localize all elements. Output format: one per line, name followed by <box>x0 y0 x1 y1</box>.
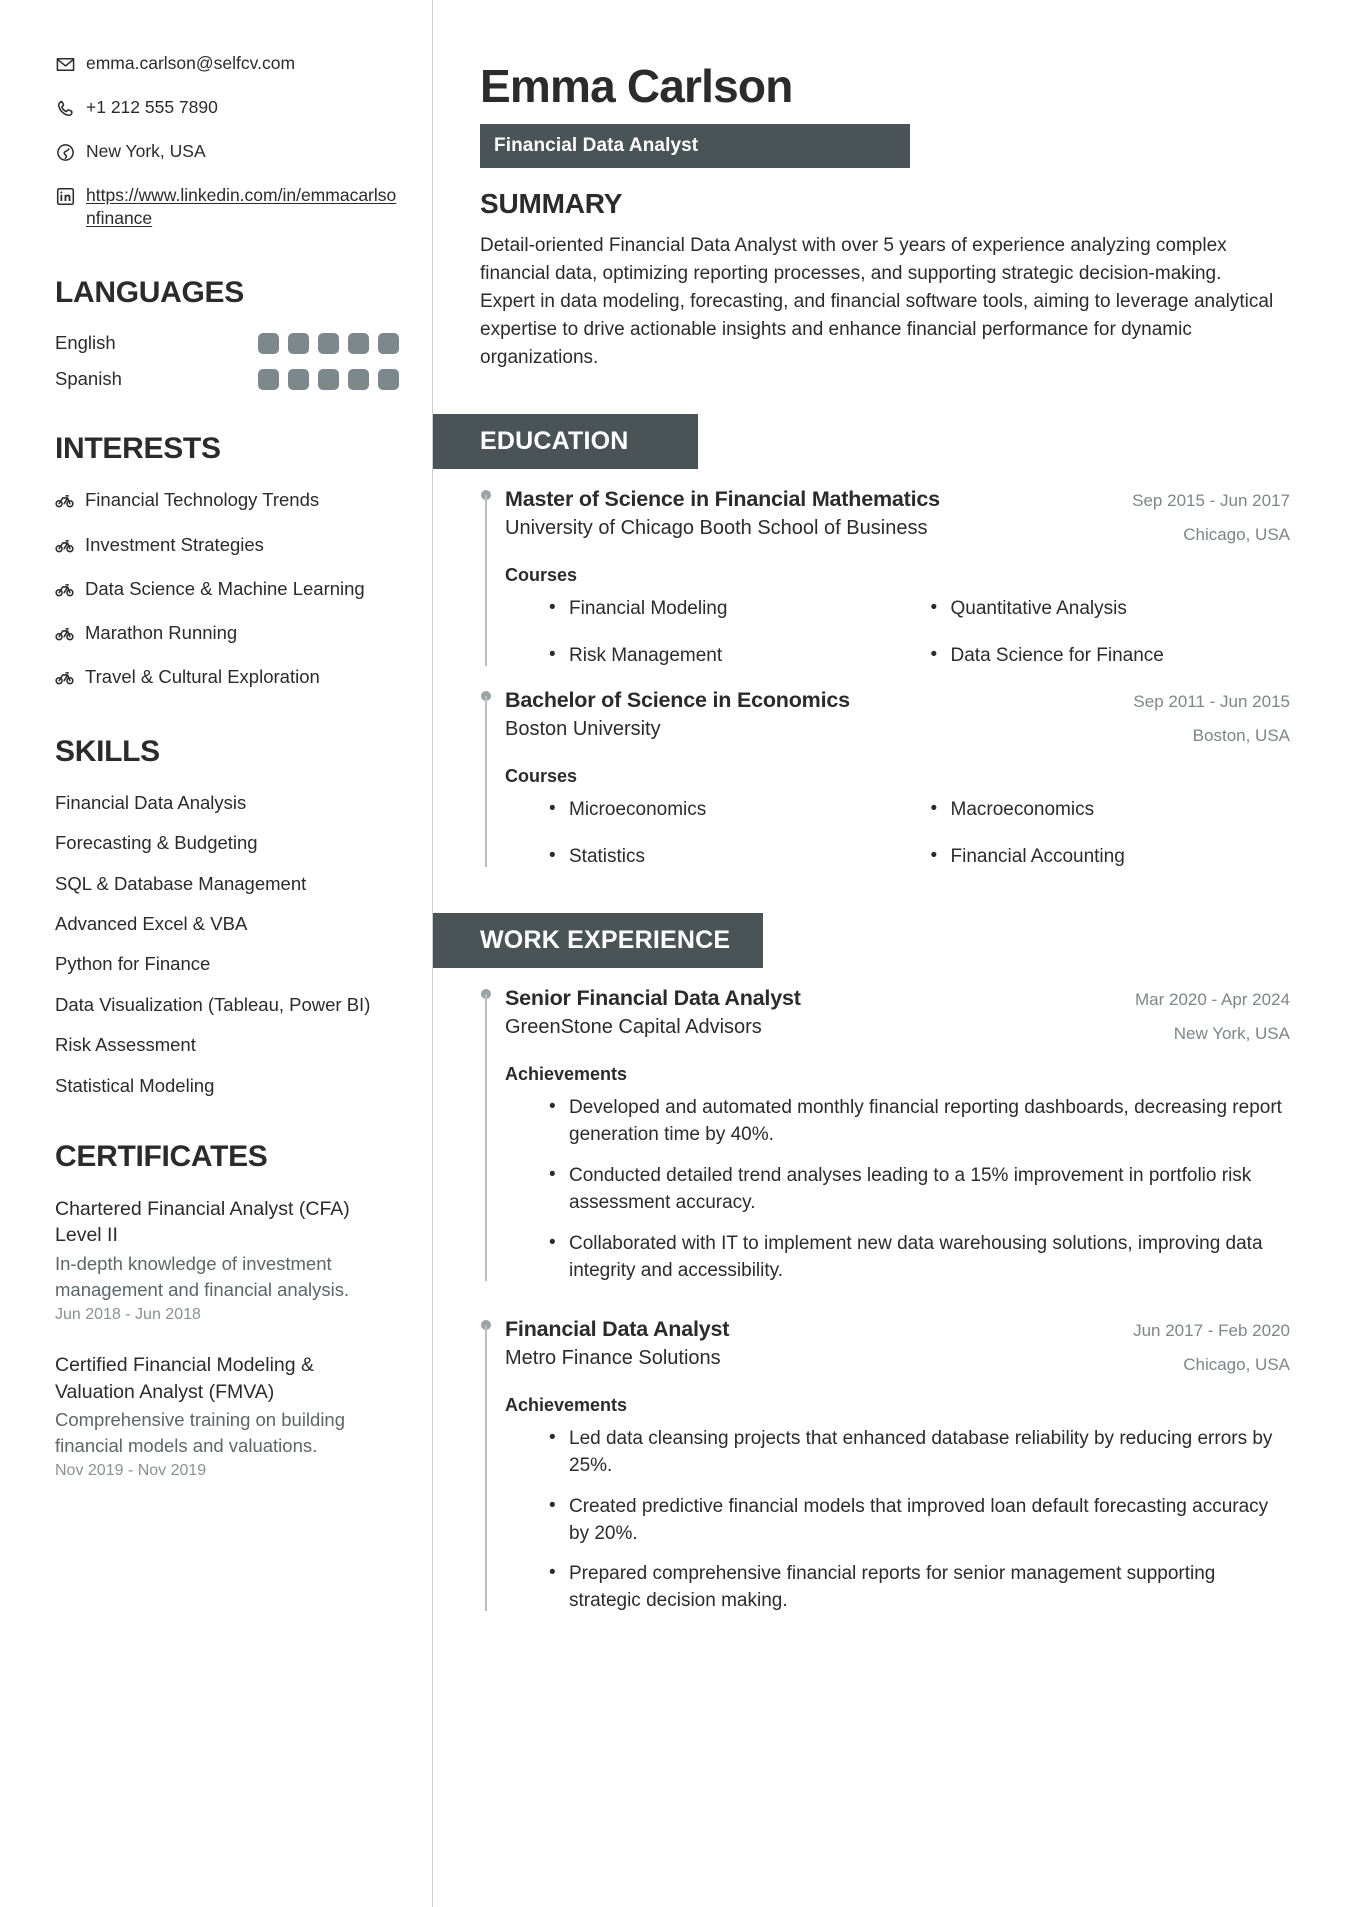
course-item: • Statistics <box>549 844 909 871</box>
interest-label: Financial Technology Trends <box>85 489 320 511</box>
achievement-item: • Developed and automated monthly financial reporting dashboards, decreasing report generation time by 40%. <box>549 1095 1290 1149</box>
languages-heading: LANGUAGES <box>55 276 244 310</box>
bicycle-icon <box>55 580 75 605</box>
achievement-item: • Created predictive financial models that improved loan default forecasting accuracy by 20%. <box>549 1494 1290 1548</box>
timeline-line <box>485 1325 487 1612</box>
education-entries <box>480 469 1290 871</box>
education-banner: EDUCATION <box>433 414 698 469</box>
school-name: University of Chicago Booth School of Business <box>505 516 928 539</box>
certificates-list <box>55 1196 399 1480</box>
certificate-date: Nov 2019 - Nov 2019 <box>55 1462 207 1480</box>
certificate-item <box>55 1352 399 1480</box>
bicycle-icon <box>55 536 75 561</box>
course-item: • Risk Management <box>549 643 909 670</box>
skill-item: Statistical Modeling <box>55 1074 215 1096</box>
interest-label: Investment Strategies <box>85 533 264 555</box>
degree-title: Bachelor of Science in Economics <box>505 687 850 712</box>
rating-square <box>318 369 339 390</box>
certificate-name: Certified Financial Modeling & Valuation Analyst (FMVA) <box>55 1354 315 1403</box>
interests-list <box>55 488 399 692</box>
course-item: • Financial Accounting <box>931 844 1291 871</box>
globe-icon <box>55 142 75 162</box>
work-location: New York, USA <box>1173 1023 1290 1043</box>
timeline-line <box>485 495 487 666</box>
education-date: Sep 2015 - Jun 2017 <box>1132 490 1290 510</box>
rating-square <box>258 369 279 390</box>
skill-item: Advanced Excel & VBA <box>55 912 248 934</box>
certificate-description: Comprehensive training on building financial models and valuations. <box>55 1409 346 1456</box>
work-date: Mar 2020 - Apr 2024 <box>1135 989 1290 1009</box>
achievements-label: Achievements <box>505 1394 628 1415</box>
skill-item: Python for Finance <box>55 953 211 975</box>
language-name: English <box>55 332 116 354</box>
courses-list <box>505 797 1290 871</box>
certificate-date: Jun 2018 - Jun 2018 <box>55 1306 201 1324</box>
phone-icon <box>55 98 75 118</box>
work-entries <box>480 968 1290 1616</box>
contact-item <box>55 96 399 119</box>
achievement-item: • Collaborated with IT to implement new data warehousing solutions, improving data integrity and accessibility. <box>549 1231 1290 1285</box>
summary-heading: SUMMARY <box>480 188 623 220</box>
interest-label: Marathon Running <box>85 621 238 643</box>
school-name: Boston University <box>505 717 661 740</box>
education-entry <box>480 670 1290 871</box>
interest-label: Data Science & Machine Learning <box>85 577 365 599</box>
bicycle-icon <box>55 668 75 693</box>
skill-item: Forecasting & Budgeting <box>55 832 258 854</box>
interest-item <box>55 621 399 649</box>
contact-text: https://www.linkedin.com/in/emmacarlsonfinance <box>86 185 397 229</box>
courses-label: Courses <box>505 564 578 585</box>
languages-section <box>55 276 399 390</box>
certificate-description: In-depth knowledge of investment management and financial analysis. <box>55 1252 350 1300</box>
rating-square <box>378 369 399 390</box>
course-item: • Microeconomics <box>549 797 909 824</box>
company-name: GreenStone Capital Advisors <box>505 1015 762 1038</box>
rating-square <box>288 369 309 390</box>
timeline-line <box>485 994 487 1281</box>
course-item: • Data Science for Finance <box>931 643 1291 670</box>
interest-label: Travel & Cultural Exploration <box>85 665 320 687</box>
certificate-name: Chartered Financial Analyst (CFA) Level II <box>55 1197 350 1247</box>
rating-square <box>378 333 399 354</box>
interests-heading: INTERESTS <box>55 432 221 466</box>
company-name: Metro Finance Solutions <box>505 1346 721 1369</box>
contact-text: New York, USA <box>86 141 206 162</box>
work-date: Jun 2017 - Feb 2020 <box>1133 1320 1290 1340</box>
education-location: Boston, USA <box>1192 725 1290 745</box>
degree-title: Master of Science in Financial Mathematics <box>505 486 940 511</box>
skill-item: Data Visualization (Tableau, Power BI) <box>55 993 371 1015</box>
rating-square <box>348 333 369 354</box>
envelope-icon <box>55 54 75 74</box>
sidebar <box>0 0 433 1907</box>
language-item <box>55 332 399 354</box>
language-name: Spanish <box>55 368 122 390</box>
interest-item <box>55 488 399 516</box>
rating-square <box>288 333 309 354</box>
main-column <box>433 0 1350 1907</box>
achievements-label: Achievements <box>505 1063 628 1084</box>
interest-item <box>55 577 399 605</box>
achievement-item: • Prepared comprehensive financial reports for senior management supporting strategic decision making. <box>549 1561 1290 1615</box>
job-title-badge: Financial Data Analyst <box>480 124 910 168</box>
course-item: • Financial Modeling <box>549 596 909 623</box>
timeline-line <box>485 696 487 867</box>
certificates-section <box>55 1140 399 1480</box>
rating-square <box>318 333 339 354</box>
interest-item <box>55 665 399 693</box>
contact-text: emma.carlson@selfcv.com <box>86 53 296 73</box>
work-entry <box>480 1299 1290 1616</box>
contact-item <box>55 52 399 75</box>
linkedin-icon <box>55 186 75 206</box>
courses-list <box>505 596 1290 670</box>
course-item: • Macroeconomics <box>931 797 1291 824</box>
interests-section <box>55 432 399 692</box>
summary-text: Detail-oriented Financial Data Analyst with over 5 years of experience analyzing complex financial data, optimizing reporting processes, and supporting strategic decision-making. Expert in data modeling, forecasting, and financial software tools, aiming to leverage analytical expertise to drive actionable insights and enhance financial performance for dynamic organizations. <box>480 235 1274 368</box>
skill-item: SQL & Database Management <box>55 872 307 894</box>
work-banner: WORK EXPERIENCE <box>433 913 763 968</box>
courses-label: Courses <box>505 765 578 786</box>
education-entry <box>480 469 1290 670</box>
skills-heading: SKILLS <box>55 734 160 768</box>
certificates-heading: CERTIFICATES <box>55 1139 268 1173</box>
interest-item <box>55 533 399 561</box>
language-rating <box>258 333 399 354</box>
skill-item: Financial Data Analysis <box>55 791 247 813</box>
contact-item[interactable] <box>55 184 399 230</box>
languages-list <box>55 332 399 390</box>
achievement-item: • Led data cleansing projects that enhanced database reliability by reducing errors by 25%. <box>549 1426 1290 1480</box>
page-title: Emma Carlson <box>480 60 793 112</box>
certificate-item <box>55 1196 399 1324</box>
rating-square <box>258 333 279 354</box>
work-entry <box>480 968 1290 1285</box>
contact-text: +1 212 555 7890 <box>86 97 218 118</box>
contact-list <box>55 52 399 230</box>
course-item: • Quantitative Analysis <box>931 596 1291 623</box>
skill-item: Risk Assessment <box>55 1034 196 1056</box>
job-role: Senior Financial Data Analyst <box>505 985 801 1010</box>
job-role: Financial Data Analyst <box>505 1316 730 1341</box>
achievements-list <box>505 1426 1290 1616</box>
bicycle-icon <box>55 624 75 649</box>
achievement-item: • Conducted detailed trend analyses leading to a 15% improvement in portfolio risk assessment accuracy. <box>549 1163 1290 1217</box>
skills-section <box>55 735 399 1098</box>
achievements-list <box>505 1095 1290 1285</box>
language-rating <box>258 369 399 390</box>
education-date: Sep 2011 - Jun 2015 <box>1133 691 1290 711</box>
contact-item <box>55 140 399 163</box>
rating-square <box>348 369 369 390</box>
work-location: Chicago, USA <box>1183 1354 1290 1374</box>
education-location: Chicago, USA <box>1183 524 1290 544</box>
skills-list <box>55 791 399 1098</box>
language-item <box>55 368 399 390</box>
bicycle-icon <box>55 491 75 516</box>
